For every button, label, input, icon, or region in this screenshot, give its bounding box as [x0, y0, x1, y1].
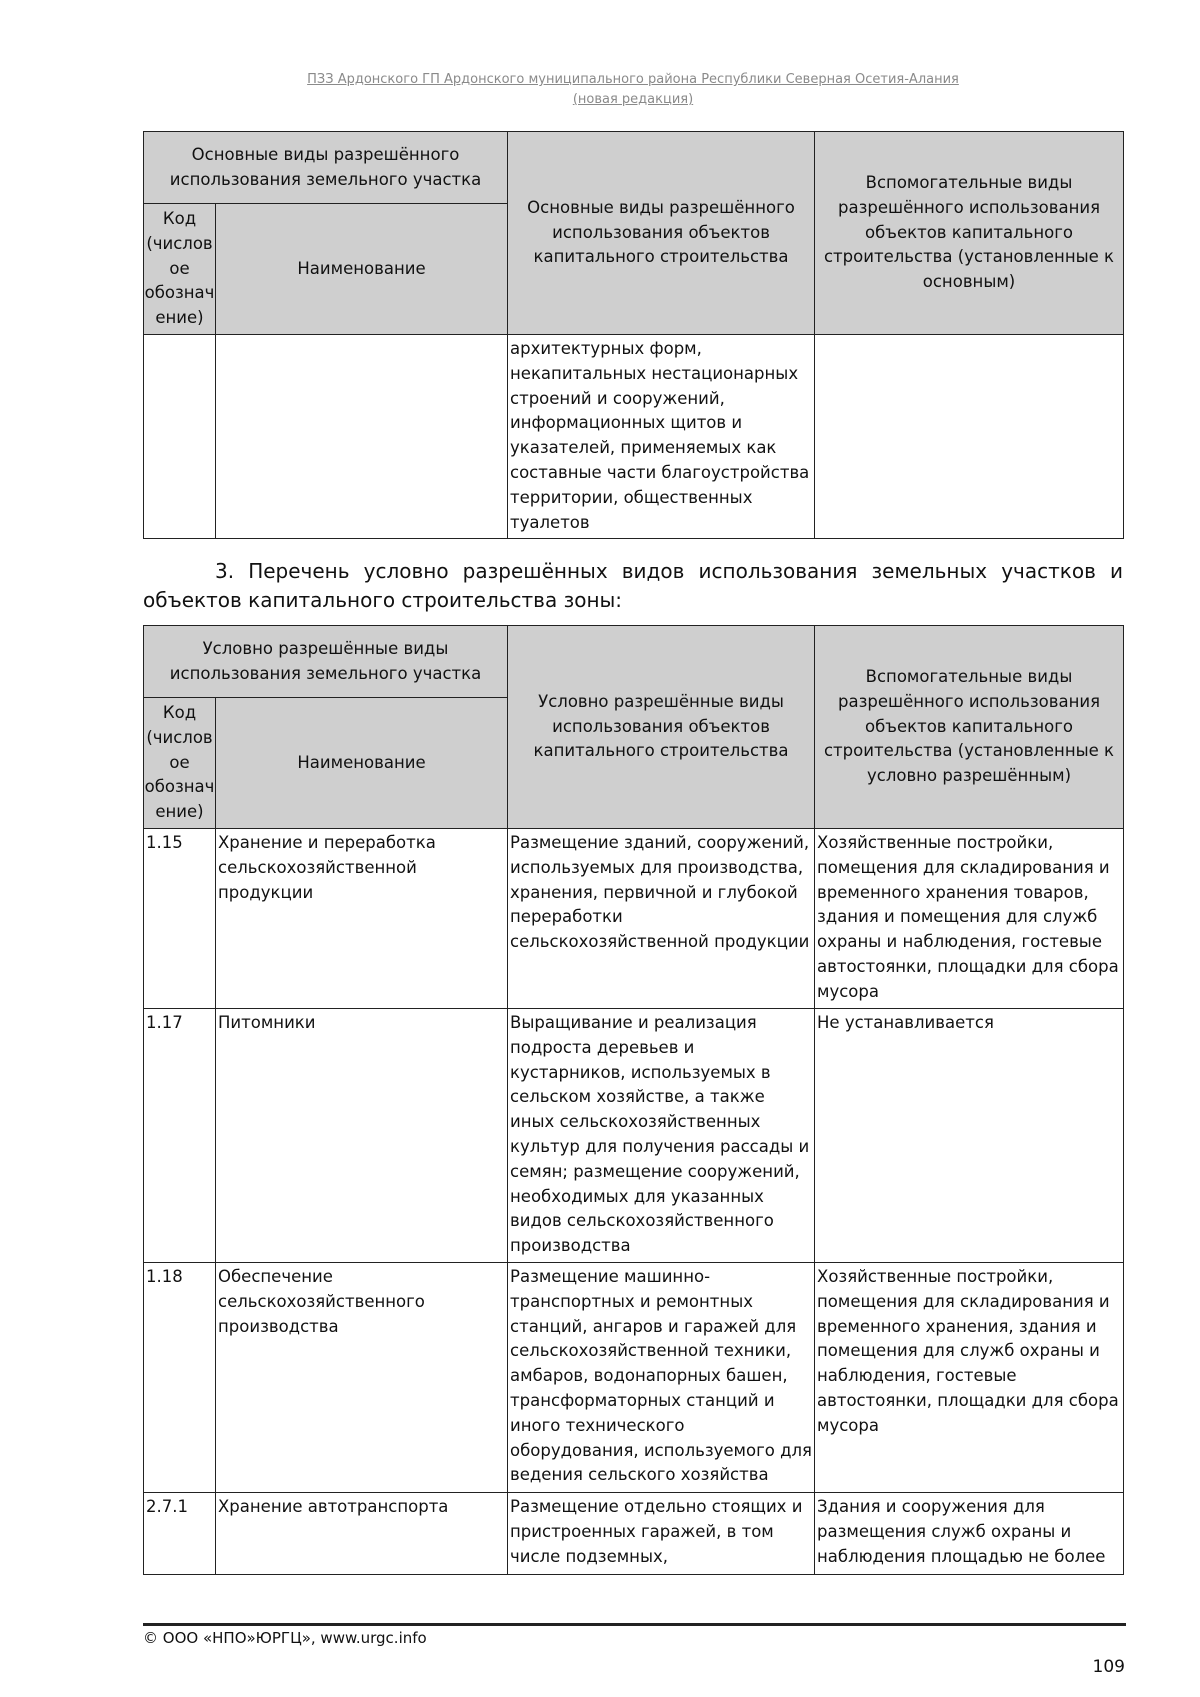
auxiliary-uses-header: Вспомогательные виды разрешённого использования объектов капитального строительства (установленные к основным)	[815, 132, 1124, 335]
header-subtitle: (новая редакция)	[572, 92, 694, 107]
row-auxiliary-use	[815, 335, 1124, 539]
table-row	[144, 1263, 1124, 1493]
row-name: Обеспечение сельскохозяйственного производства	[216, 1263, 508, 1493]
row-auxiliary-use: Хозяйственные постройки, помещения для складирования и временного хранения, здания и помещения для служб охраны и наблюдения, гостевые автостоянки, площадки для сбора мусора	[815, 1263, 1124, 1493]
page-number: 109	[1092, 1657, 1125, 1677]
header-title: ПЗЗ Ардонского ГП Ардонского муниципального района Республики Северная Осетия-Алания	[307, 72, 959, 87]
main-uses-header: Основные виды разрешённого использования объектов капитального строительства	[508, 132, 815, 335]
name-header: Наименование	[216, 698, 508, 829]
section-heading: 3. Перечень условно разрешённых видов использования земельных участков и объектов капитального строительства зоны:	[143, 559, 1123, 612]
auxiliary-uses-header: Вспомогательные виды разрешённого использования объектов капитального строительства (установленные к условно разрешённым)	[815, 626, 1124, 829]
row-code: 1.17	[144, 1009, 216, 1263]
row-name: Хранение и переработка сельскохозяйственной продукции	[216, 829, 508, 1009]
row-auxiliary-use: Не устанавливается	[815, 1009, 1124, 1263]
table-row	[144, 1009, 1124, 1263]
row-main-use: архитектурных форм, некапитальных нестационарных строений и сооружений, информационных щитов и указателей, применяемых как составные части благоустройства территории, общественных туалетов	[508, 335, 815, 539]
page-header	[143, 70, 1123, 110]
group-header: Основные виды разрешённого использования земельного участка	[144, 132, 508, 204]
group-header: Условно разрешённые виды использования земельного участка	[144, 626, 508, 698]
code-header: Код (числовое обозначение)	[144, 698, 216, 829]
row-main-use: Размещение зданий, сооружений, используемых для производства, хранения, первичной и глубокой переработки сельскохозяйственной продукции	[508, 829, 815, 1009]
row-auxiliary-use: Хозяйственные постройки, помещения для складирования и временного хранения товаров, здания и помещения для служб охраны и наблюдения, гостевые автостоянки, площадки для сбора мусора	[815, 829, 1124, 1009]
row-auxiliary-use: Здания и сооружения для размещения служб охраны и наблюдения площадью не более	[815, 1493, 1124, 1575]
table-row	[144, 829, 1124, 1009]
name-header: Наименование	[216, 204, 508, 335]
conditional-uses-header: Условно разрешённые виды использования объектов капитального строительства	[508, 626, 815, 829]
row-main-use: Размещение машинно-транспортных и ремонтных станций, ангаров и гаражей для сельскохозяйственной техники, амбаров, водонапорных башен, трансформаторных станций и иного технического оборудования, используемого для ведения сельского хозяйства	[508, 1263, 815, 1493]
row-name: Питомники	[216, 1009, 508, 1263]
zoning-table-conditional-uses	[143, 625, 1124, 1575]
row-code: 1.15	[144, 829, 216, 1009]
footer-divider	[143, 1623, 1126, 1626]
row-name: Хранение автотранспорта	[216, 1493, 508, 1575]
row-code: 2.7.1	[144, 1493, 216, 1575]
row-code: 1.18	[144, 1263, 216, 1493]
footer-copyright: © ООО «НПО»ЮРГЦ», www.urgc.info	[143, 1629, 427, 1647]
table-row	[144, 1493, 1124, 1575]
row-main-use: Выращивание и реализация подроста деревьев и кустарников, используемых в сельском хозяйстве, а также иных сельскохозяйственных культур для получения рассады и семян; размещение сооружений, необходимых для указанных видов сельскохозяйственного производства	[508, 1009, 815, 1263]
row-main-use: Размещение отдельно стоящих и пристроенных гаражей, в том числе подземных,	[508, 1493, 815, 1575]
table-row	[144, 335, 1124, 539]
zoning-table-main-uses	[143, 131, 1124, 539]
row-name	[216, 335, 508, 539]
row-code	[144, 335, 216, 539]
code-header: Код (числовое обозначение)	[144, 204, 216, 335]
